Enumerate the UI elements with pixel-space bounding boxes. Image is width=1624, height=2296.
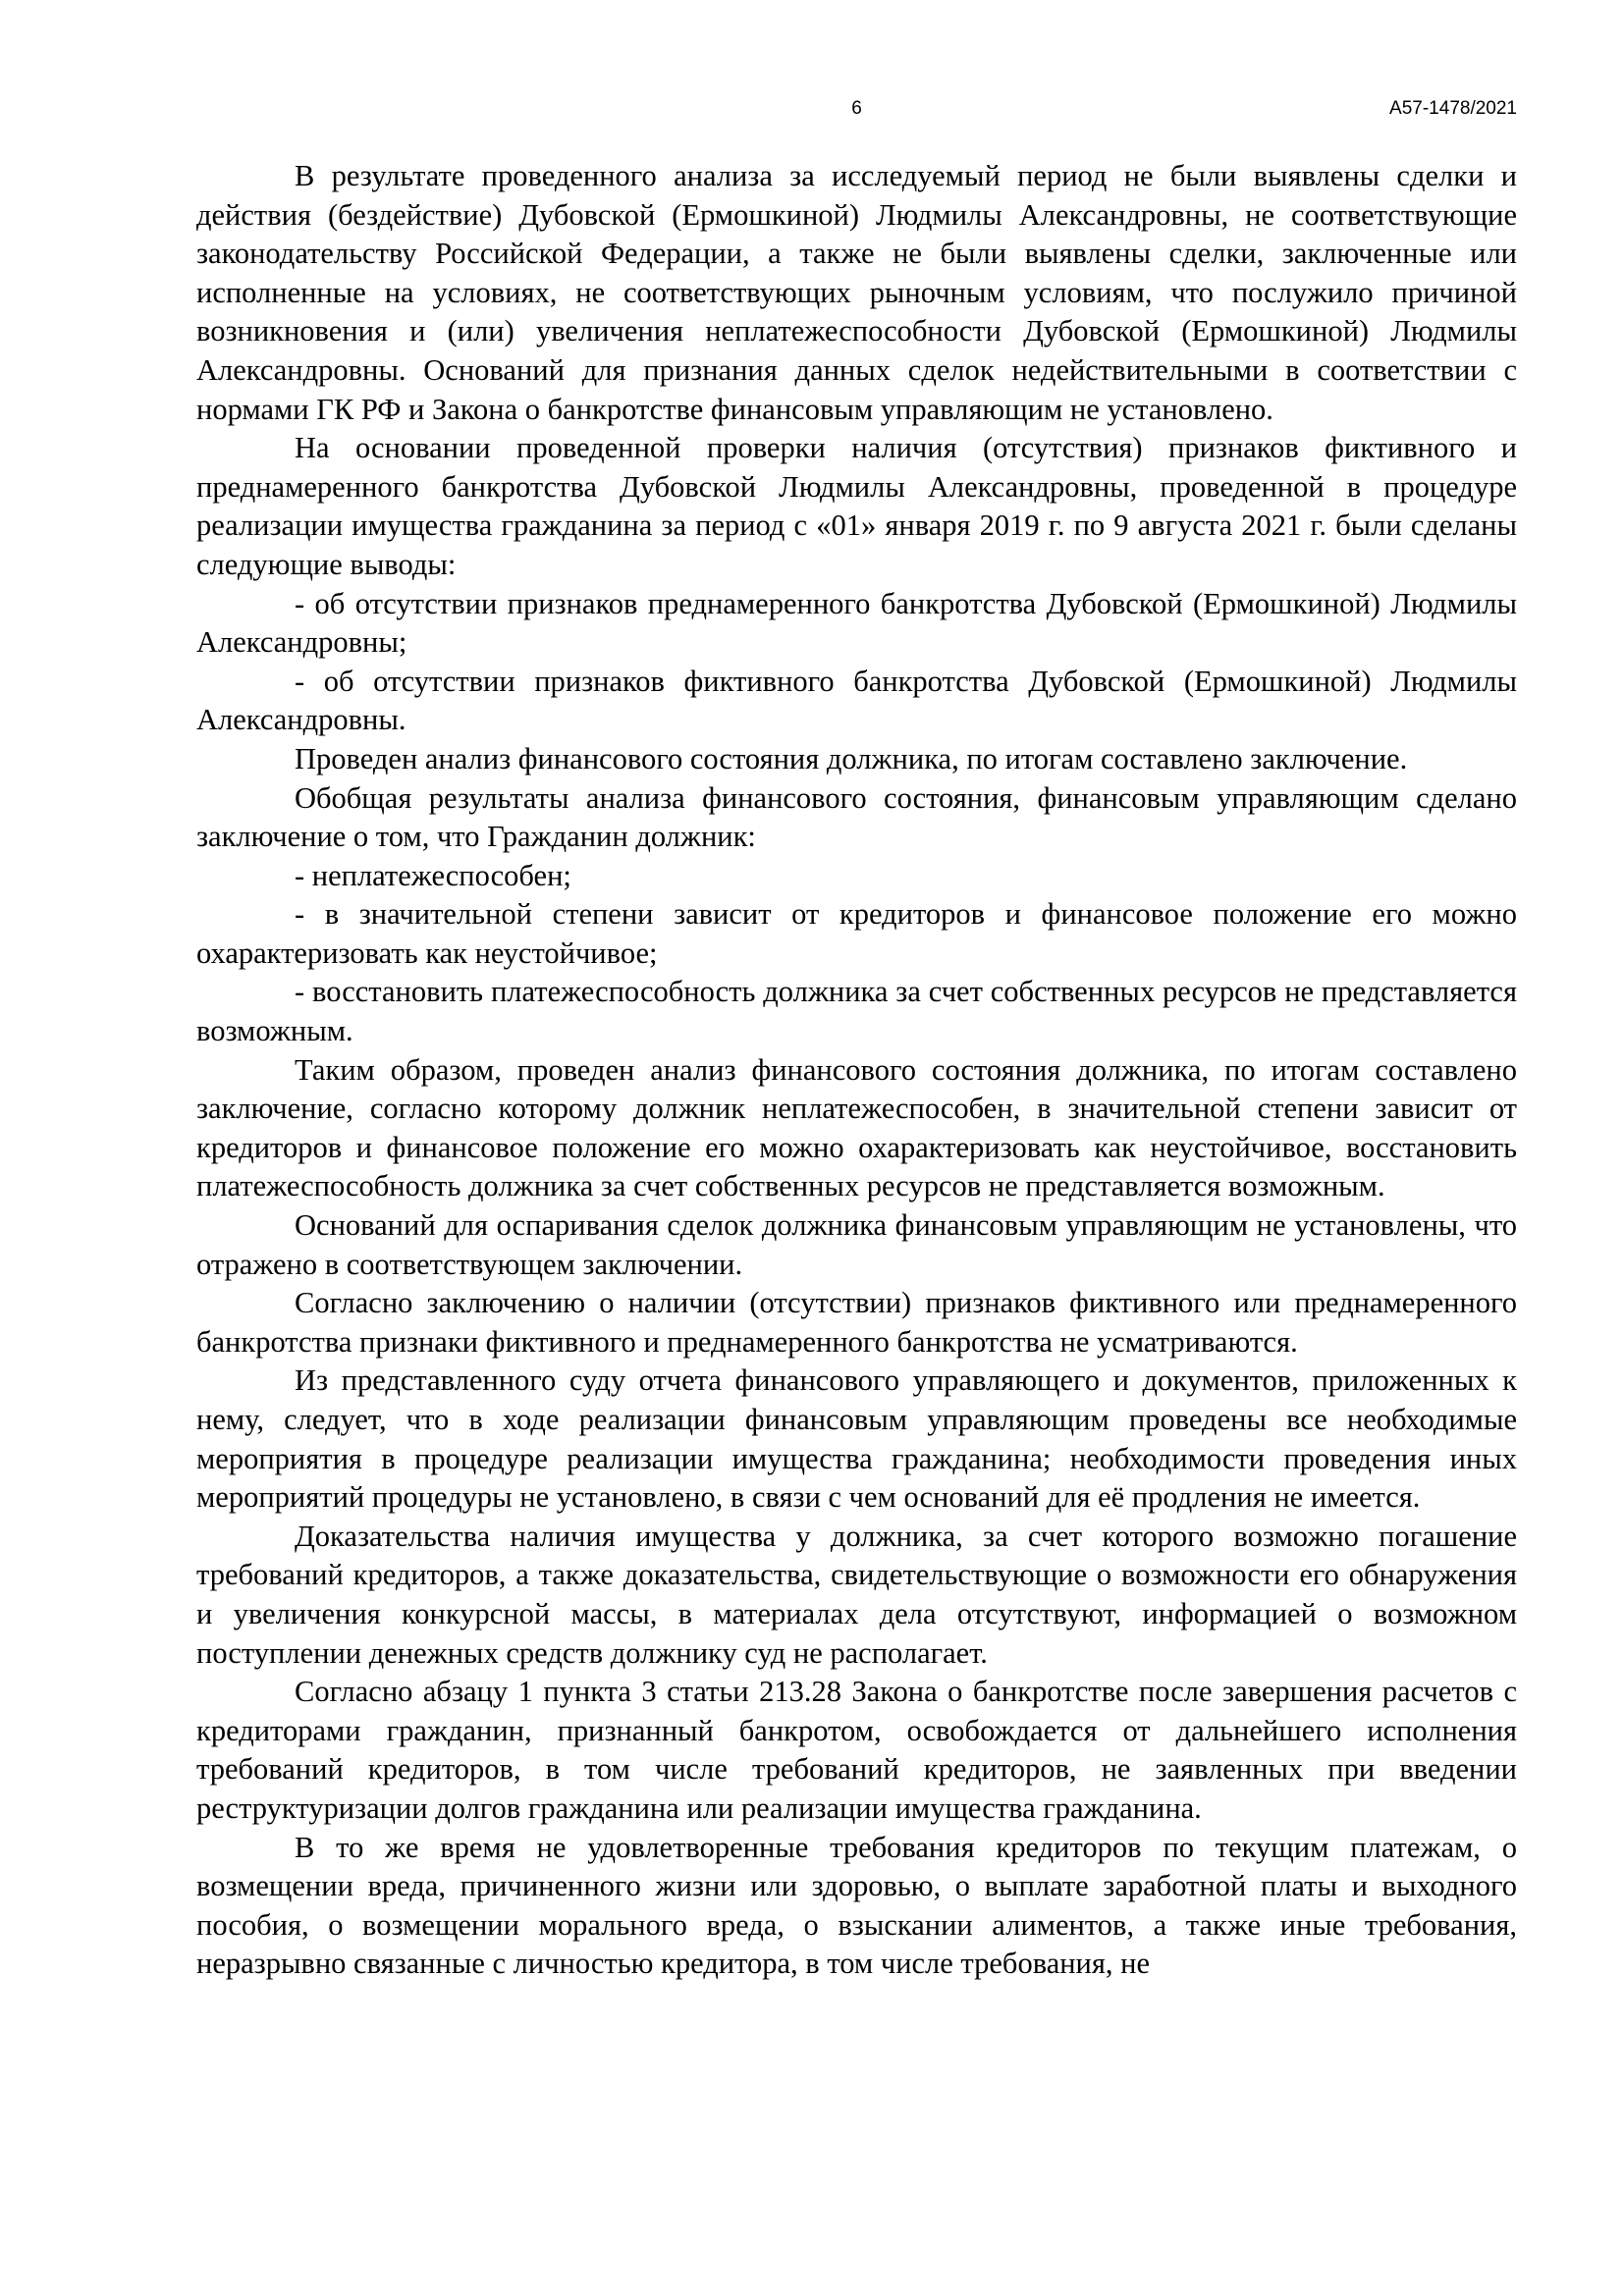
paragraph: Обобщая результаты анализа финансового состояния, финансовым управляющим сделано заключение о том, что Гражданин должник: [196,780,1517,854]
paragraph: В то же время не удовлетворенные требования кредиторов по текущим платежам, о возмещении вреда, причиненного жизни или здоровью, о выплате заработной платы и выходного пособия, о возмещении морального вреда, о взыскании алиментов, а также иные требования, неразрывно связанные с личностью кредитора, в том числе требования, не [196,1830,1517,1981]
paragraph: В результате проведенного анализа за исследуемый период не были выявлены сделки и действия (бездействие) Дубовской (Ермошкиной) Людмилы Александровны, не соответствующие законодательству Российской Федерации, а также не были выявлены сделки, заключенные или исполненные на условиях, не соответствующих рыночным условиям, что послужило причиной возникновения и (или) увеличения неплатежеспособности Дубовской (Ермошкиной) Людмилы Александровны. Оснований для признания данных сделок недействительными в соответствии с нормами ГК РФ и Закона о банкротстве финансовым управляющим не установлено. [196,159,1517,426]
paragraph: - неплатежеспособен; [295,858,571,892]
paragraph: - об отсутствии признаков фиктивного банкротства Дубовской (Ермошкиной) Людмилы Александровны. [196,664,1517,737]
paragraph: - восстановить платежеспособность должника за счет собственных ресурсов не представляется возможным. [196,975,1517,1048]
paragraph: Согласно заключению о наличии (отсутствии) признаков фиктивного или преднамеренного банкротства признаки фиктивного и преднамеренного банкротства не усматриваются. [196,1286,1517,1359]
paragraph: Согласно абзацу 1 пункта 3 статьи 213.28 Закона о банкротстве после завершения расчетов с кредиторами гражданин, признанный банкротом, освобождается от дальнейшего исполнения требований кредиторов, в том числе требований кредиторов, не заявленных при введении реструктуризации долгов гражданина или реализации имущества гражданина. [196,1675,1517,1825]
paragraph: На основании проведенной проверки наличия (отсутствия) признаков фиктивного и преднамеренного банкротства Дубовской Людмилы Александровны, проведенной в процедуре реализации имущества гражданина за период с «01» января 2019 г. по 9 августа 2021 г. были сделаны следующие выводы: [196,431,1517,581]
paragraph: - об отсутствии признаков преднамеренного банкротства Дубовской (Ермошкиной) Людмилы Александровны; [196,586,1517,660]
paragraph: Из представленного суду отчета финансового управляющего и документов, приложенных к нему, следует, что в ходе реализации финансовым управляющим проведены все необходимые мероприятия в процедуре реализации имущества гражданина; необходимости проведения иных мероприятий процедуры не установлено, в связи с чем оснований для её продления не имеется. [196,1363,1517,1515]
case-number: А57-1478/2021 [1389,98,1517,119]
paragraph: Оснований для оспаривания сделок должника финансовым управляющим не установлены, что отражено в соответствующем заключении. [196,1208,1517,1281]
paragraph: Проведен анализ финансового состояния должника, по итогам составлено заключение. [295,741,1408,775]
page-header [196,98,1517,128]
paragraph: - в значительной степени зависит от кредиторов и финансовое положение его можно охарактеризовать как неустойчивое; [196,897,1517,970]
page-number: 6 [851,98,862,119]
paragraph: Таким образом, проведен анализ финансового состояния должника, по итогам составлено заключение, согласно которому должник неплатежеспособен, в значительной степени зависит от кредиторов и финансовое положение его можно охарактеризовать как неустойчивое, восстановить платежеспособность должника за счет собственных ресурсов не представляется возможным. [196,1052,1517,1203]
document-body [196,157,1517,1984]
paragraph: Доказательства наличия имущества у должника, за счет которого возможно погашение требований кредиторов, а также доказательства, свидетельствующие о возможности его обнаружения и увеличения конкурсной массы, в материалах дела отсутствуют, информацией о возможном поступлении денежных средств должнику суд не располагает. [196,1519,1517,1670]
